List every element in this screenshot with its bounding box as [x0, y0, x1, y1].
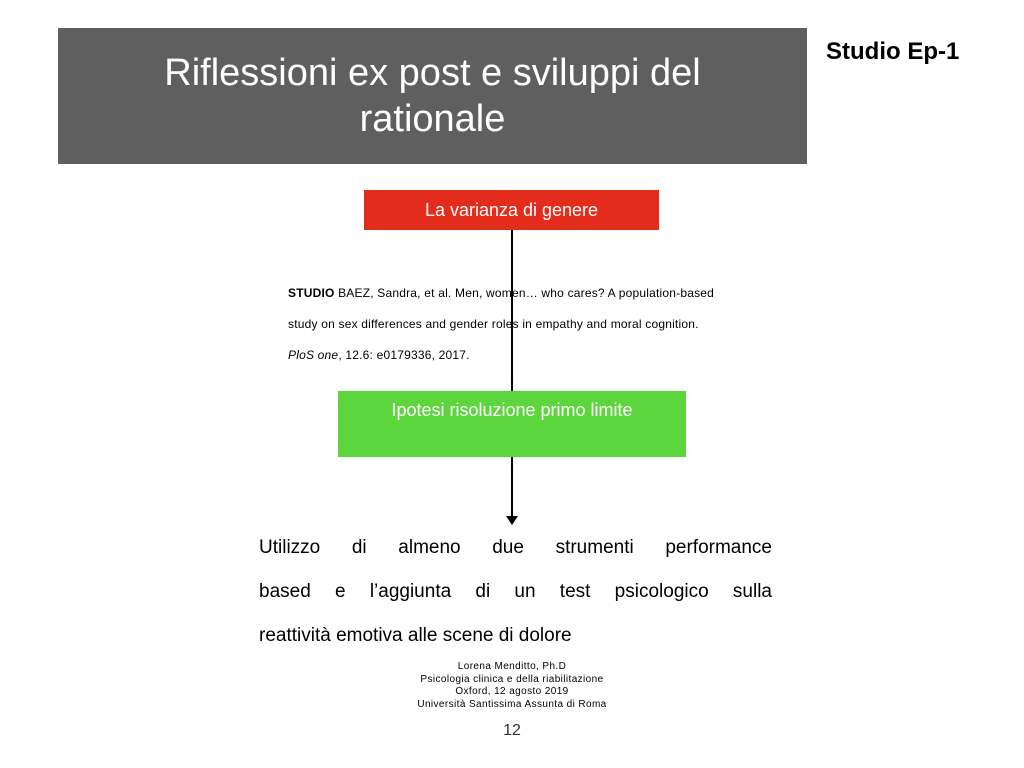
reference-line-2: study on sex differences and gender roles in empathy and moral cognition.	[288, 317, 699, 331]
footer-date: Oxford, 12 agosto 2019	[455, 686, 569, 697]
reference-authors: BAEZ, Sandra, et al. Men, women… who cares? A population-based	[334, 286, 715, 300]
footer-department: Psicologia clinica e della riabilitazione	[420, 673, 604, 685]
slide-title-line1: Riflessioni ex post e sviluppi del	[164, 52, 701, 94]
reference-line-3	[288, 340, 788, 371]
slide-title-banner	[58, 28, 807, 164]
reference-citation: , 12.6: e0179336, 2017.	[338, 348, 470, 362]
page-number: 12	[503, 722, 521, 739]
reference-lead: STUDIO	[288, 286, 335, 300]
reference-journal: PloS one	[288, 348, 339, 362]
conclusion-line-2: based e l’aggiunta di un test psicologico sulla	[259, 581, 772, 602]
footer-university: Università Santissima Assunta di Roma	[417, 698, 607, 710]
footer-author: Lorena Menditto, Ph.D	[457, 661, 567, 672]
conclusion-line-3: reattività emotiva alle scene di dolore	[259, 625, 572, 646]
conclusion-line-1: Utilizzo di almeno due strumenti performance	[259, 537, 772, 558]
hypothesis-box: Ipotesi risoluzione primo limite	[338, 391, 686, 457]
study-tag: Studio Ep-1	[826, 38, 960, 65]
slide-title-line2: rationale	[359, 98, 506, 140]
conclusion-text	[259, 526, 772, 658]
reference-line-1	[288, 278, 788, 309]
slide-title	[164, 50, 701, 142]
gender-variance-box: La varianza di genere	[364, 190, 659, 230]
study-reference	[288, 278, 788, 371]
connector-line-bottom	[511, 457, 513, 517]
arrow-down-icon	[506, 516, 518, 525]
slide-footer	[362, 661, 662, 711]
